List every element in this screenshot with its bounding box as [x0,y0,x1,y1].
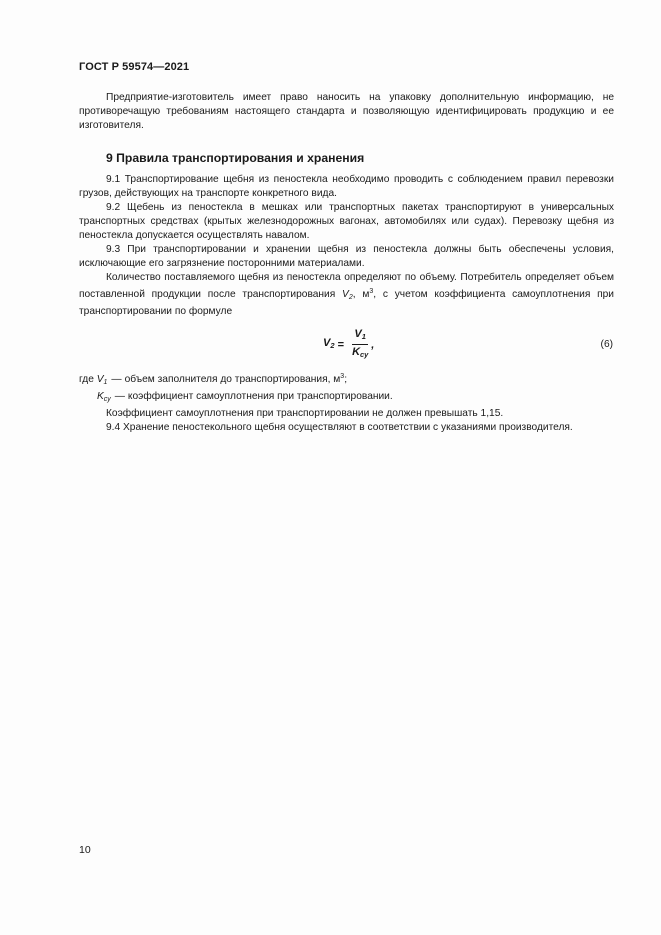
definition-k-subscript: су [103,396,111,403]
formula-denominator-subscript: су [360,350,369,359]
definition-k-dash: — [114,391,125,402]
definition-v1-dash: — [111,374,122,385]
paragraph-coefficient: Коэффициент самоуплотнения при транспортировании не должен превышать 1,15. [106,408,504,419]
definition-v1-text: объем заполнителя до транспортирования, м [124,374,341,385]
intro-paragraph: Предприятие-изготовитель имеет право наносить на упаковку дополнительную информацию, не противоречащую требованиям настоящего стандарта и позволяющую идентифицировать продукцию и ее изготовителя. [79,92,614,131]
quantity-unit: , м [352,289,370,300]
definition-where: где [79,374,97,385]
definition-v1-subscript: 1 [103,379,108,386]
page-number: 10 [79,844,91,856]
formula-numerator [352,328,368,345]
quantity-text-before: Количество поставляемого щебня из пеностекла определяют по объему. Потребитель определяет объем поставленной продукции после транспортирования [79,272,614,300]
formula-lhs-letter: V [323,337,331,349]
quantity-unit-superscript: 3 [369,288,374,295]
formula-denominator-letter: K [352,346,361,358]
definition-v1-superscript: 3 [340,373,345,380]
quantity-text-after: , с учетом коэффициента самоуплотнения при транспортировании по формуле [79,289,614,317]
formula-trailing-comma: , [371,338,375,351]
definition-k [79,390,614,407]
quantity-symbol-subscript: 2 [348,294,353,301]
formula-numerator-subscript: 1 [361,332,366,341]
formula-equals: = [334,338,348,351]
formula-fraction [350,328,370,361]
standard-header: ГОСТ Р 59574—2021 [79,61,190,73]
formula-6-row [79,324,614,364]
definition-k-text: коэффициент самоуплотнения при транспортировании. [127,391,393,402]
formula-denominator [350,345,370,361]
definition-v1-symbol [97,374,108,385]
quantity-symbol-v2 [342,289,353,300]
definition-k-symbol [97,391,111,402]
quantity-symbol-letter: V [342,289,349,300]
formula-number: (6) [600,339,613,350]
page-content [79,91,614,435]
paragraph-9-2: 9.2 Щебень из пеностекла в мешках или транспортных пакетах транспортируют в универсальных транспортных средствах (крытых железнодорожных вагонах, автомобилях или судах). Перевозку щебня из пеностекла допускается осуществлять навалом. [79,202,614,241]
definition-v1-letter: V [96,374,104,385]
paragraph-9-4: 9.4 Хранение пеностекольного щебня осуществляют в соответствии с указаниями производителя. [106,422,573,433]
definition-k-letter: K [97,391,104,402]
section-9-title: 9 Правила транспортирования и хранения [106,151,365,165]
paragraph-quantity [79,271,614,319]
definition-v1-end: ; [344,374,348,385]
paragraph-9-3: 9.3 При транспортировании и хранении щебня из пеностекла должны быть обеспечены условия, исключающие его загрязнение посторонними материалами. [79,244,614,269]
formula-definitions [79,370,614,407]
formula-lhs-subscript: 2 [330,341,335,350]
formula-lhs [323,336,335,353]
formula-6 [323,328,374,361]
definition-v1 [79,370,614,390]
formula-numerator-letter: V [354,328,362,340]
paragraph-9-1: 9.1 Транспортирование щебня из пеностекла необходимо проводить с соблюдением правил перевозки грузов, действующих на транспорте конкретного вида. [79,174,614,199]
